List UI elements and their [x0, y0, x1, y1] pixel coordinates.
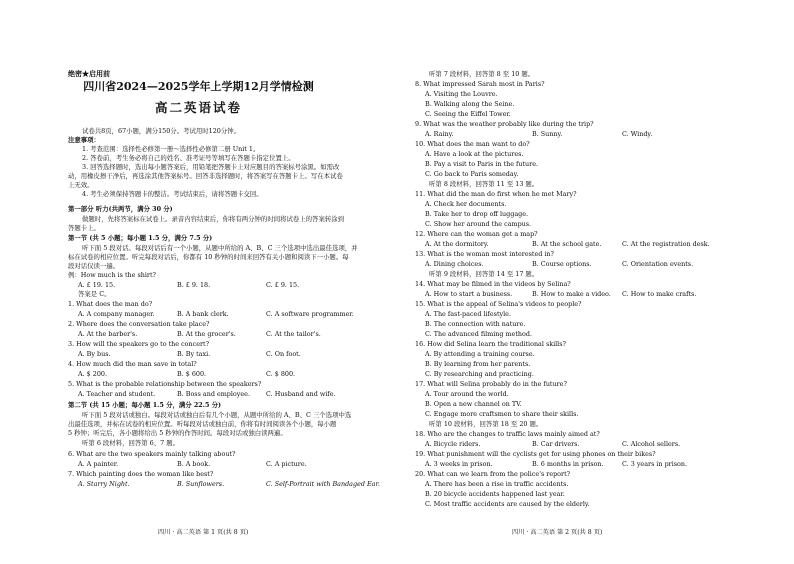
question-13: 13. What is the woman most interested in?: [415, 250, 554, 258]
question-18: 18. Who are the changes to traffic laws mainly aimed at?: [415, 430, 600, 438]
q4-option-a: A. $ 200.: [78, 370, 108, 378]
q11-option-b: B. Take her to drop off luggage.: [425, 210, 529, 218]
question-16: 16. How did Selina learn the traditional skills?: [415, 340, 566, 348]
q15-option-c: C. The advanced filming method.: [425, 330, 532, 338]
notice-3-end: 上无效。: [68, 181, 94, 189]
q18-option-b: B. Car drivers.: [532, 440, 580, 448]
q9-option-c: C. Windy.: [622, 130, 653, 138]
example-option-b: B. £ 9. 18.: [177, 281, 211, 289]
example-answer: 答案是 C。: [78, 290, 111, 298]
q14-option-b: B. How to make a video.: [532, 290, 611, 298]
q17-option-c: C. Engage more craftsmen to share their skills.: [425, 410, 579, 418]
q17-option-a: A. Tour around the world.: [425, 390, 509, 398]
q11-option-a: A. Check her documents.: [425, 200, 507, 208]
q7-option-a: A. Starry Night.: [78, 480, 130, 488]
q15-option-a: A. The fast-paced lifestyle.: [425, 310, 511, 318]
q14-option-c: C. How to make crafts.: [622, 290, 697, 298]
q2-option-b: B. At the grocer's.: [177, 330, 236, 338]
q13-option-c: C. Orientation events.: [622, 260, 694, 268]
q20-option-c: C. Most traffic accidents are caused by the elderly.: [425, 500, 590, 508]
q1-option-c: C. A software programmer.: [266, 310, 354, 318]
q7-option-b: B. Sunflowers.: [177, 480, 225, 488]
question-17: 17. What will Selina probably do in the future?: [415, 380, 567, 388]
section-one-instruction-end: 段对话仅读一遍。: [68, 262, 120, 270]
example-option-c: C. £ 9. 15.: [266, 281, 300, 289]
section-one-instruction-cont: 标在试卷的相应位置。听完每段对话后，你都有 10 秒钟的时间来回答有关小题和阅读下一小题。每: [68, 253, 349, 261]
q3-option-b: B. By taxi.: [177, 350, 211, 358]
q5-option-a: A. Teacher and student.: [78, 390, 156, 398]
q12-option-a: A. At the dormitory.: [425, 240, 489, 248]
q19-option-c: C. 3 years in prison.: [622, 460, 688, 468]
question-15: 15. What is the appeal of Selina's videos to people?: [415, 300, 582, 308]
question-12: 12. Where can the woman get a map?: [415, 230, 538, 238]
q19-option-a: A. 3 weeks in prison.: [425, 460, 493, 468]
q1-option-b: B. A bank clerk.: [177, 310, 229, 318]
q6-option-a: A. A painter.: [78, 460, 119, 468]
confidential-note: 绝密★启用前: [68, 69, 110, 78]
page-1-footer: 四川 · 高二英语 第 1 页(共 8 页): [158, 529, 249, 536]
notice-2: 2. 答卷前，考生务必将自己的姓名、准考证号等填写在答题卡指定位置上。: [82, 154, 295, 162]
q11-option-c: C. Show her around the campus.: [425, 220, 532, 228]
question-10: 10. What does the man want to do?: [415, 140, 530, 148]
question-7: 7. Which painting does the woman like best?: [68, 470, 214, 478]
q16-option-b: B. By learning from her parents.: [425, 360, 531, 368]
question-14: 14. What may be filmed in the videos by Selina?: [415, 280, 571, 288]
question-9: 9. What was the weather probably like during the trip?: [415, 120, 594, 128]
exam-subtitle: 高二英语试卷: [154, 100, 242, 115]
q12-option-c: C. At the registration desk.: [622, 240, 710, 248]
example-question: 例：How much is the shirt?: [68, 271, 156, 279]
q16-option-a: A. By attending a training course.: [425, 350, 535, 358]
q1-option-a: A. A company manager.: [78, 310, 155, 318]
q8-option-b: B. Walking along the Seine.: [425, 100, 515, 108]
section-one-instruction: 听下面 5 段对话。每段对话后有一个小题，从题中所给的 A、B、C 三个选项中选出最佳选项，并: [82, 244, 358, 252]
example-option-a: A. £ 19. 15.: [78, 281, 116, 289]
q20-option-b: B. 20 bicycle accidents happened last year.: [425, 490, 565, 498]
material-8-note: 听第 8 段材料，回答第 11 至 13 题。: [429, 180, 539, 188]
section-two-heading: 第二节 (共 15 小题；每小题 1.5 分，满分 22.5 分): [68, 401, 222, 409]
notice-3: 3. 回答选择题时，选出每小题答案后，用铅笔把答题卡上对应题目的答案标号涂黑。如需改: [82, 163, 340, 171]
q6-option-b: B. A book.: [177, 460, 211, 468]
q3-option-a: A. By bus.: [78, 350, 111, 358]
question-11: 11. What did the man do first when he met Mary?: [415, 190, 577, 198]
q8-option-a: A. Visiting the Louvre.: [425, 90, 498, 98]
question-3: 3. How will the speakers go to the concert?: [68, 340, 210, 348]
section-two-instruction: 听下面 5 段对话或独白。每段对话或独白后有几个小题，从题中所给的 A、B、C 三个选项中选: [82, 411, 352, 419]
q13-option-b: B. Course options.: [532, 260, 592, 268]
q7-option-c: C. Self-Portrait with Bandaged Ear.: [266, 480, 380, 488]
material-10-note: 听第 10 段材料，回答第 18 至 20 题。: [429, 420, 543, 428]
q3-option-c: C. On foot.: [266, 350, 301, 358]
exam-info: 试卷共8页，67小题，满分150分。考试用时120分钟。: [82, 127, 241, 135]
q8-option-c: C. Seeing the Eiffel Tower.: [425, 110, 511, 118]
q6-option-c: C. A picture.: [266, 460, 307, 468]
notice-heading: 注意事项：: [68, 136, 100, 144]
question-19: 19. What punishment will the cyclists get for using phones on their bikes?: [415, 450, 656, 458]
exam-title: 四川省2024—2025学年上学期12月学情检测: [83, 80, 314, 93]
notice-4: 4. 考生必须保持答题卡的整洁。考试结束后，请将答题卡交回。: [82, 190, 263, 198]
q10-option-b: B. Pay a visit to Paris in the future.: [425, 160, 539, 168]
section-one-heading: 第一节 (共 5 小题；每小题 1.5 分，满分 7.5 分): [68, 234, 213, 242]
q9-option-b: B. Sunny.: [532, 130, 563, 138]
question-20: 20. What can we learn from the police's report?: [415, 470, 571, 478]
material-9-note: 听第 9 段材料，回答第 14 至 17 题。: [429, 270, 539, 278]
notice-3-cont: 动，用橡皮擦干净后，再选涂其他答案标号。回答非选择题时，将答案写在答题卡上。写在本试卷: [68, 172, 343, 180]
q2-option-c: C. At the tailor's.: [266, 330, 321, 338]
section-two-instruction-cont: 出最佳选项，并标在试卷的相应位置。听每段对话或独白前，你将有时间阅读各个小题，每小题: [68, 420, 337, 428]
q10-option-c: C. Go back to Paris someday.: [425, 170, 519, 178]
q12-option-b: B. At the school gate.: [532, 240, 602, 248]
q17-option-b: B. Open a new channel on TV.: [425, 400, 522, 408]
question-5: 5. What is the probable relationship between the speakers?: [68, 380, 262, 388]
q10-option-a: A. Have a look at the pictures.: [425, 150, 524, 158]
q9-option-a: A. Rainy.: [425, 130, 454, 138]
part-one-instruction: 做题时，先将答案标在试卷上。录音内容结束后，你将有两分钟的时间将试卷上的答案转涂到: [82, 215, 345, 223]
material-7-note: 听第 7 段材料，回答第 8 至 10 题。: [429, 70, 535, 78]
question-4: 4. How much did the man save in total?: [68, 360, 197, 368]
q14-option-a: A. How to start a business.: [425, 290, 513, 298]
question-8: 8. What impressed Sarah most in Paris?: [415, 80, 545, 88]
page-2-footer: 四川 · 高二英语 第 2 页(共 8 页): [512, 529, 603, 536]
q2-option-a: A. At the barber's.: [78, 330, 138, 338]
q13-option-a: A. Dining choices.: [425, 260, 484, 268]
question-1: 1. What does the man do?: [68, 300, 153, 308]
exam-page-2: [397, 0, 794, 564]
q5-option-b: B. Boss and employee.: [177, 390, 250, 398]
section-two-instruction-end: 5 秒钟；听完后，各小题将给出 5 秒钟的作答时间。每段对话或独白读两遍。: [68, 429, 287, 437]
q15-option-b: B. The connection with nature.: [425, 320, 526, 328]
q20-option-a: A. There has been a rise in traffic accidents.: [425, 480, 569, 488]
q4-option-c: C. $ 800.: [266, 370, 296, 378]
question-2: 2. Where does the conversation take place?: [68, 320, 210, 328]
q5-option-c: C. Husband and wife.: [266, 390, 336, 398]
q19-option-b: B. 6 months in prison.: [532, 460, 604, 468]
part-one-heading: 第一部分 听力(共两节，满分 30 分): [68, 205, 173, 213]
q18-option-c: C. Alcohol sellers.: [622, 440, 681, 448]
notice-1: 1. 考查范围：选择性必修第一册～选择性必修第二册 Unit 1。: [82, 145, 260, 153]
material-6-note: 听第 6 段材料，回答第 6、7 题。: [82, 439, 180, 447]
part-one-instruction-cont: 答题卡上。: [68, 224, 100, 232]
q4-option-b: B. $ 600.: [177, 370, 207, 378]
q16-option-c: C. By researching and practicing.: [425, 370, 534, 378]
question-6: 6. What are the two speakers mainly talking about?: [68, 450, 236, 458]
q18-option-a: A. Bicycle riders.: [425, 440, 481, 448]
